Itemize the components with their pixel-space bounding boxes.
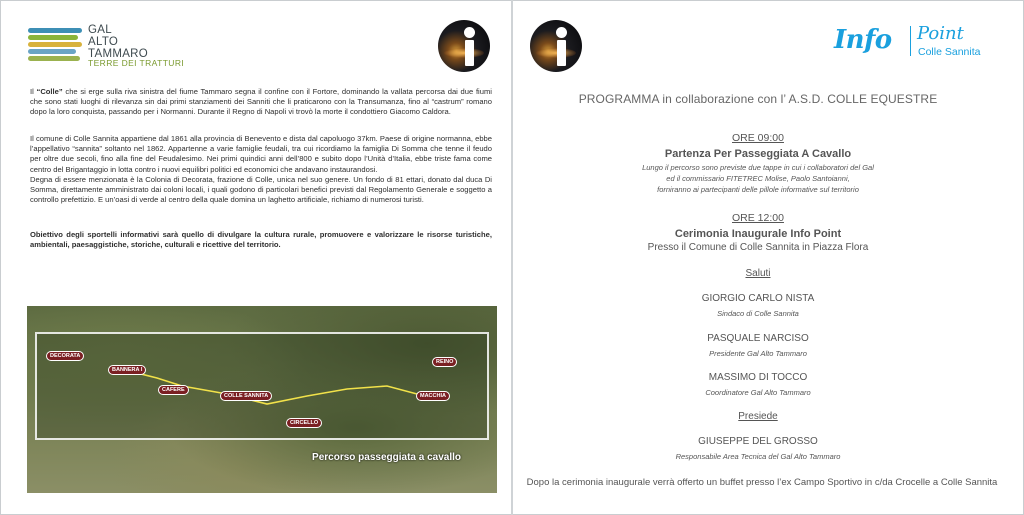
speaker-name: PASQUALE NARCISO xyxy=(707,333,809,344)
history-text: Il comune di Colle Sannita appartiene dal 1861 alla provincia di Benevento e dista dal capoluogo 37km. Paese di origine normanna, ebbe l’appellativo “sannita” soltanto nel 1862. Appartenne a varie famiglie feudali, tra cui ricordiamo la famiglia Di Somma che tenne il feudo per oltre due secoli, fino alla fine del Feudalesimo. Nei primi quindici anni dell’800 e subito dopo l’Unità d’Italia, ebbe triste fama come centro del Brigantaggio in lotta contro i nuovi equilibri politici ed economici che andavano instaurandosi. xyxy=(30,134,492,174)
intro-p1-post: che si erge sulla riva sinistra del fiume Tammaro segna il confine con il Fortore, dominando la vallata percorsa dai due fiumi che sono stati luoghi di rilevanza sin dai primi stanziamenti dei Sanniti che li praticarono con la Transumanza, fino al “castrum” romano dopo la loro conquista, passando per i Normanni. Durante il Regno di Napoli vi trovò la morte il condottiero Giacomo Caldora. xyxy=(30,87,492,117)
map-label-bannera: BANNERA I xyxy=(108,365,146,375)
logo-tagline: TERRE DEI TRATTURI xyxy=(88,58,185,68)
saluti-label: Saluti xyxy=(745,268,771,279)
map-label-reino: REINO xyxy=(432,357,457,367)
presiede-label: Presiede xyxy=(738,411,778,422)
objective-paragraph xyxy=(30,230,492,250)
info-i-icon-right xyxy=(530,20,582,72)
info-i-icon xyxy=(438,20,490,72)
map-label-colle-sannita: COLLE SANNITA xyxy=(220,391,272,401)
chair-role: Responsabile Area Tecnica del Gal Alto Tammaro xyxy=(675,452,841,461)
logo-word-place: Colle Sannita xyxy=(918,46,981,58)
speaker-role: Sindaco di Colle Sannita xyxy=(717,309,799,318)
footer-note: Dopo la cerimonia inaugurale verrà offerto un buffet presso l’ex Campo Sportivo in c/da Crocelle a Colle Sannita xyxy=(526,477,998,488)
event1-line-2: ed il commissario FITETREC Molise, Paolo Santoianni, xyxy=(666,174,850,183)
decorata-text: Degna di essere menzionata è la Colonia di Decorata, frazione di Colle, unica nel suo genere. Un fondo di 81 ettari, donato dal duca Di Somma, direttamente amministrato dai coloni locali, i quali godono di particolari benefici previsti dal Regolamento Generale e soggetto a controllo prefettizio. E un’oasi di verde al centro della quale domina un laghetto artificiale, richiamo di numerosi turisti. xyxy=(30,174,492,205)
map-label-decorata: DECORATA xyxy=(46,351,84,361)
center-fold xyxy=(511,0,513,515)
intro-p1-pre: Il xyxy=(30,87,37,96)
map-label-macchia: MACCHIA xyxy=(416,391,450,401)
route-map xyxy=(27,306,497,493)
route-line xyxy=(37,334,487,438)
speaker-name: MASSIMO DI TOCCO xyxy=(708,372,808,383)
map-label-circello: CIRCELLO xyxy=(286,418,322,428)
speaker-role: Coordinatore Gal Alto Tammaro xyxy=(705,388,811,397)
event1-line-3: forniranno ai partecipanti delle pillole informative sul territorio xyxy=(657,185,859,194)
logo-stripes-icon xyxy=(28,26,84,66)
speaker-role: Presidente Gal Alto Tammaro xyxy=(709,349,807,358)
event1-title: Partenza Per Passeggiata A Cavallo xyxy=(664,148,852,160)
intro-p1-bold: “Colle” xyxy=(36,87,63,96)
event2-subtitle: Presso il Comune di Colle Sannita in Piazza Flora xyxy=(647,242,869,253)
history-paragraph xyxy=(30,134,492,205)
speaker-name: GIORGIO CARLO NISTA xyxy=(701,293,815,304)
map-highlight-box xyxy=(35,332,489,440)
logo-word-info: Info xyxy=(834,25,892,55)
info-point-logo xyxy=(834,22,994,66)
logo-line-2: ALTO xyxy=(88,36,119,48)
logo-wordmark xyxy=(88,24,148,60)
objective-text: Obiettivo degli sportelli informativi sarà quello di divulgare la cultura rurale, promuovere e valorizzare le risorse turistiche, ambientali, paesaggistiche, storiche, culturali e ricettive del territorio. xyxy=(30,230,492,250)
gal-alto-tammaro-logo xyxy=(28,24,185,70)
map-caption: Percorso passeggiata a cavallo xyxy=(312,452,461,463)
event1-line-1: Lungo il percorso sono previste due tappe in cui i collaboratori del Gal xyxy=(642,163,874,172)
logo-line-1: GAL xyxy=(88,24,112,36)
event2-time: ORE 12:00 xyxy=(732,212,784,224)
event2-title: Cerimonia Inaugurale Info Point xyxy=(674,228,842,240)
map-label-cafere: CAFERE xyxy=(158,385,189,395)
chair-name: GIUSEPPE DEL GROSSO xyxy=(698,436,818,447)
program-title: PROGRAMMA in collaborazione con l’ A.S.D. COLLE EQUESTRE xyxy=(578,92,938,106)
logo-word-point: Point xyxy=(917,23,964,44)
event1-time: ORE 09:00 xyxy=(732,132,784,144)
logo-separator xyxy=(910,26,911,56)
intro-paragraph-colle xyxy=(30,87,492,118)
logo-line-3: TAMMARO xyxy=(88,48,149,60)
